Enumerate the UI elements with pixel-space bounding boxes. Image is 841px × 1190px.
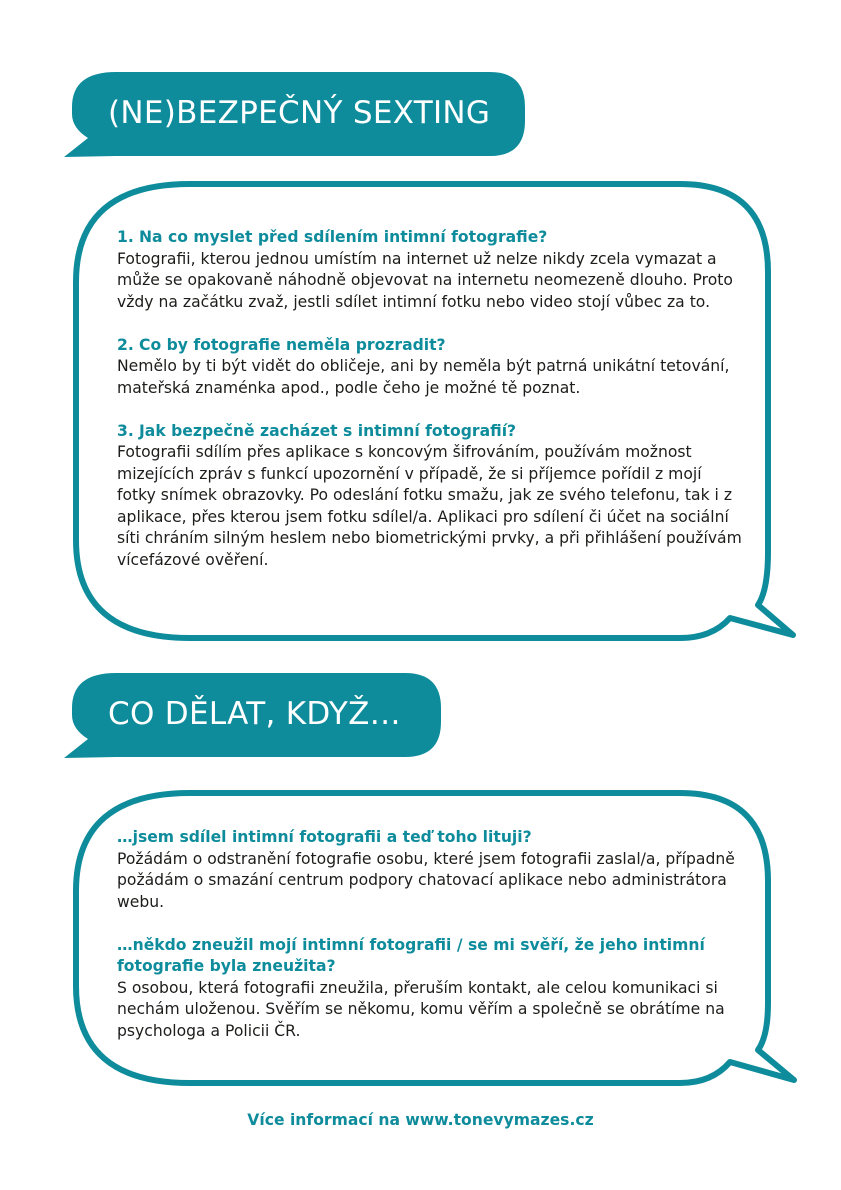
faq-question-3: 3. Jak bezpečně zacházet s intimní fotografií? (117, 421, 517, 440)
faq-item-3 (117, 421, 742, 572)
footer-website-link[interactable]: Více informací na www.tonevymazes.cz (247, 1111, 594, 1129)
situation-item-1 (117, 827, 742, 913)
situation-question-2: …někdo zneužil mojí intimní fotografii / se mi svěří, že jeho intimní fotografie byla zneužita? (117, 935, 705, 975)
faq-item-2 (117, 335, 742, 400)
section2-content (117, 827, 742, 1064)
faq-question-1: 1. Na co myslet před sdílením intimní fotografie? (117, 228, 548, 246)
faq-answer-1: Fotografii, kterou jednou umístím na internet už nelze nikdy zcela vymazat a může se opakovaně náhodně objevovat na internetu neomezeně dlouho. Proto vždy na začátku zvaž, jestli sdílet intimní fotku nebo video stojí vůbec za to. (117, 249, 733, 311)
situation-question-1: …jsem sdílel intimní fotografii a teď toho lituji? (117, 828, 532, 846)
faq-question-2: 2. Co by fotografie neměla prozradit? (117, 335, 446, 354)
situation-item-2 (117, 935, 742, 1043)
faq-answer-3: Fotografii sdílím přes aplikace s koncovým šifrováním, používám možnost mizejících zpráv s funkcí upozornění v případě, že si příjemce pořídil z mojí fotky snímek obrazovky. Po odeslání fotku smažu, jak ze svého telefonu, tak i z aplikace, přes kterou jsem fotku sdílel/a. Aplikaci pro sdílení či účet na sociální síti chráním silným heslem nebo biometrickými prvky, a při přihlášení používám vícefázové ověření. (117, 443, 742, 569)
faq-item-1 (117, 227, 742, 313)
situation-answer-1: Požádám o odstranění fotografie osobu, které jsem fotografii zaslal/a, případně požádám o smazání centrum podpory chatovací aplikace nebo administrátora webu. (117, 849, 735, 911)
situation-answer-2: S osobou, která fotografii zneužila, přeruším kontakt, ale celou komunikaci si nechám uloženou. Svěřím se někomu, komu věřím a společně se obrátíme na psychologa a Policii ČR. (117, 978, 725, 1040)
section1-content (117, 227, 742, 593)
section1-title: (NE)BEZPEČNÝ SEXTING (108, 95, 491, 131)
faq-answer-2: Nemělo by ti být vidět do obličeje, ani by neměla být patrná unikátní tetování, mateřská znaménka apod., podle čeho je možné tě poznat. (117, 357, 730, 397)
section2-title: CO DĚLAT, KDYŽ… (108, 696, 401, 732)
